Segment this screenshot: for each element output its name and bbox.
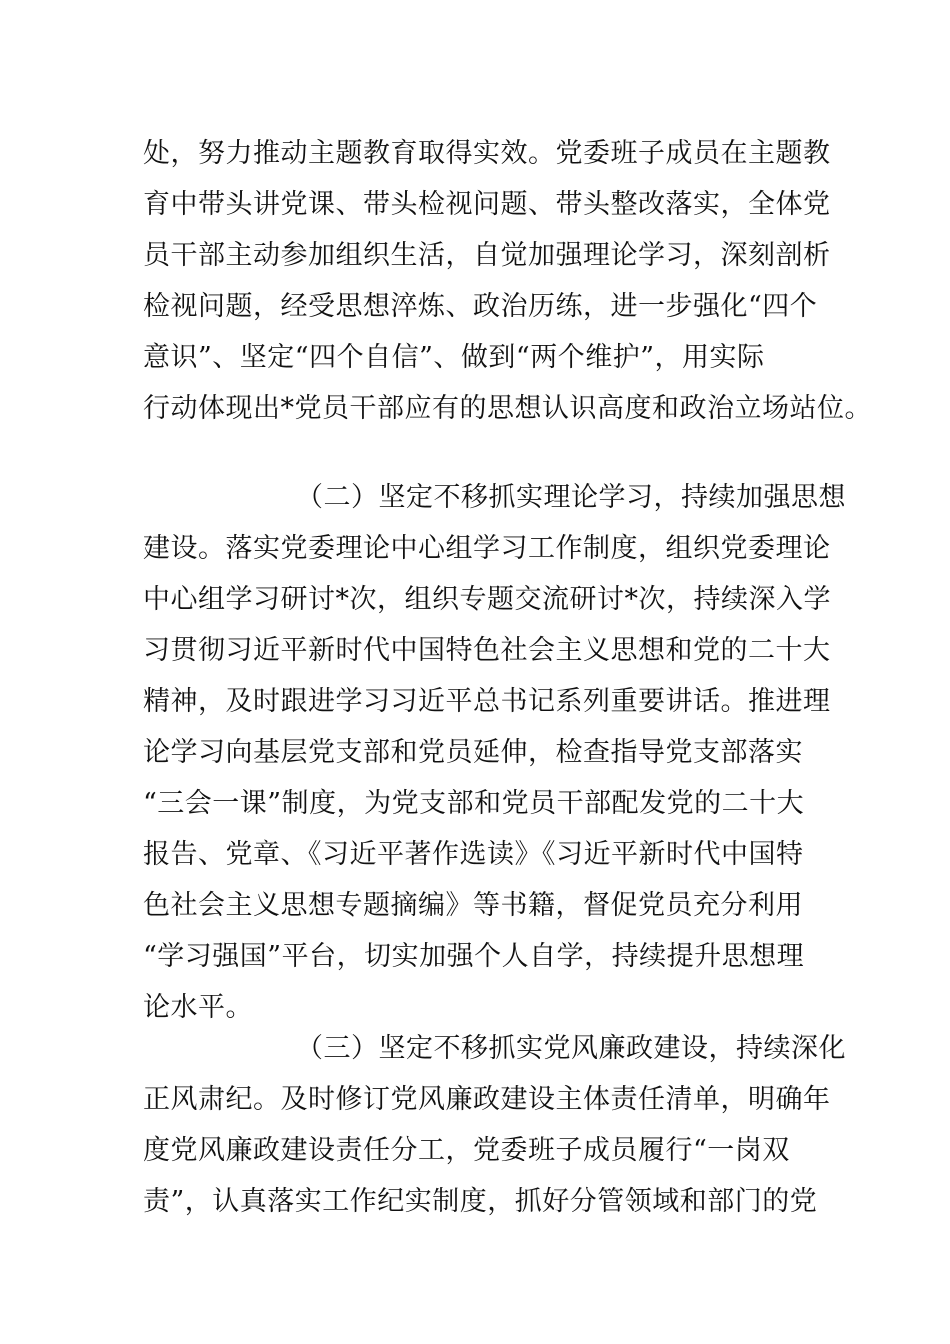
text-line: 精神，及时跟进学习习近平总书记系列重要讲话。推进理	[143, 686, 831, 717]
section-heading-line: （三）坚定不移抓实党风廉政建设，持续深化	[296, 1033, 846, 1064]
text-line: 度党风廉政建设责任分工，党委班子成员履行“一岗双	[143, 1135, 790, 1166]
text-line: 检视问题，经受思想淬炼、政治历练，进一步强化“四个	[143, 291, 818, 322]
text-line: 色社会主义思想专题摘编》等书籍，督促党员充分利用	[143, 890, 803, 921]
section-heading-line: （二）坚定不移抓实理论学习，持续加强思想	[296, 482, 846, 513]
text-line: 意识”、坚定“四个自信”、做到“两个维护”，用实际	[143, 342, 765, 373]
text-line: 育中带头讲党课、带头检视问题、带头整改落实，全体党	[143, 189, 831, 220]
text-line: “三会一课”制度，为党支部和党员干部配发党的二十大	[143, 788, 805, 819]
text-line: 行动体现出*党员干部应有的思想认识高度和政治立场站位。	[143, 393, 872, 424]
text-line: 习贯彻习近平新时代中国特色社会主义思想和党的二十大	[143, 635, 831, 666]
text-line: 论学习向基层党支部和党员延伸，检查指导党支部落实	[143, 737, 803, 768]
text-line: 报告、党章、《习近平著作选读》《习近平新时代中国特	[143, 839, 804, 870]
text-line: 责”，认真落实工作纪实制度，抓好分管领域和部门的党	[143, 1186, 818, 1217]
text-line: 正风肃纪。及时修订党风廉政建设主体责任清单，明确年	[143, 1084, 831, 1115]
text-line: 论水平。	[143, 992, 253, 1023]
text-line: “学习强国”平台，切实加强个人自学，持续提升思想理	[143, 941, 805, 972]
text-line: 建设。落实党委理论中心组学习工作制度，组织党委理论	[143, 533, 831, 564]
text-line: 中心组学习研讨*次，组织专题交流研讨*次，持续深入学	[143, 584, 831, 615]
text-line: 员干部主动参加组织生活，自觉加强理论学习，深刻剖析	[143, 240, 831, 271]
text-line: 处，努力推动主题教育取得实效。党委班子成员在主题教	[143, 138, 831, 169]
